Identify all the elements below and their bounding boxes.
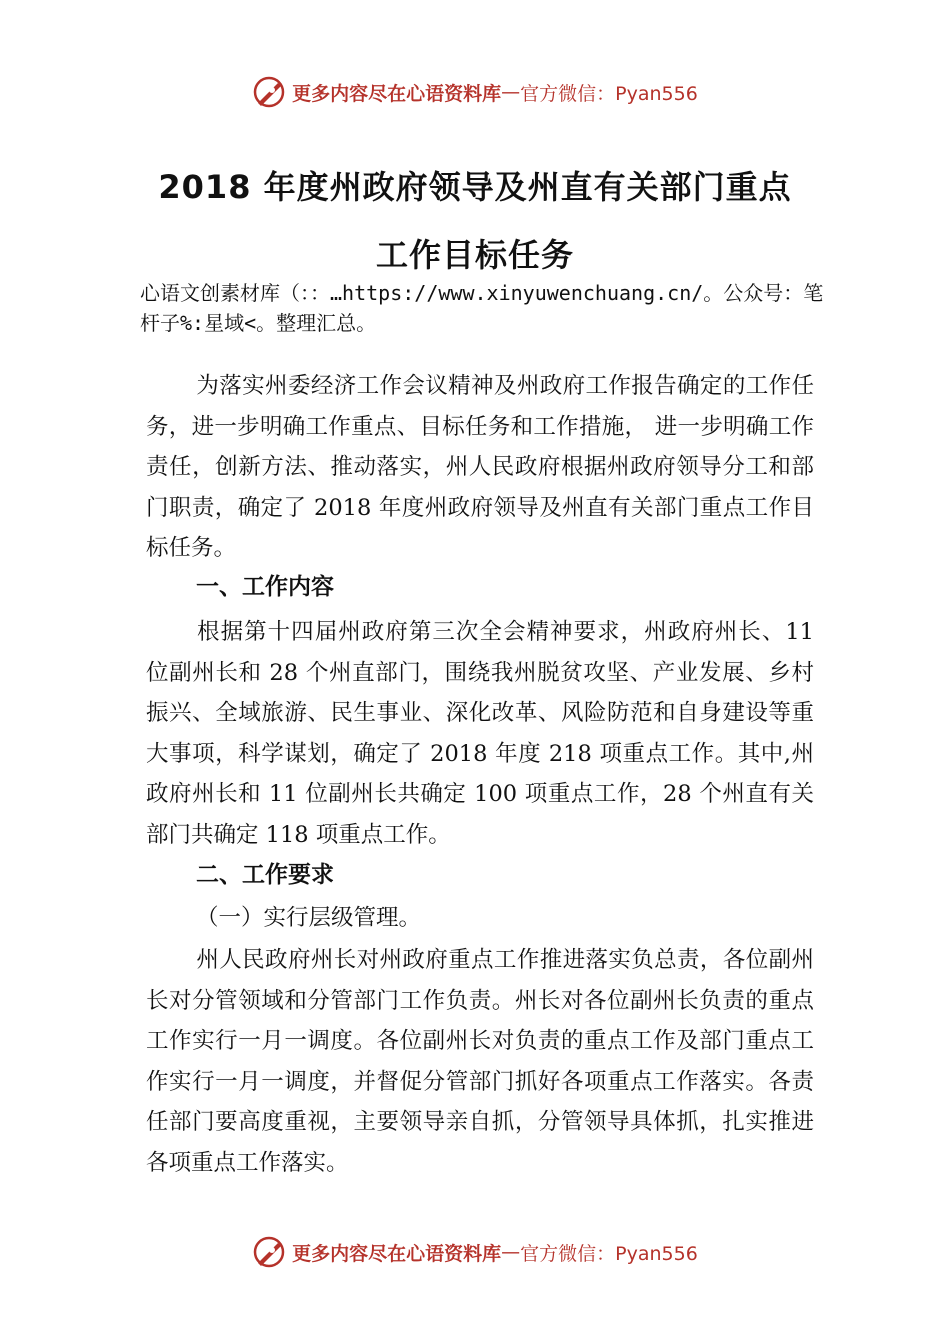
banner-separator: — xyxy=(501,81,521,103)
intro-paragraph xyxy=(146,366,814,569)
section1-text: 根据第十四届州政府第三次全会精神要求，州政府州长、11 位副州长和 28 个州直部门，围绕我州脱贫攻坚、产业发展、乡村振兴、全域旅游、民生事业、深化改革、风险防范和自身建设等重大事项，科学谋划，确定了 2018 年度 218 项重点工作。其中,州政府州长和 11 位副州长共确定 100 项重点工作，28 个州直有关部门共确定 118 项重点工作。 xyxy=(146,619,814,848)
banner-main-text: 更多内容尽在心语资料库 xyxy=(292,1242,502,1265)
section2-text: 州人民政府州长对州政府重点工作推进落实负总责，各位副州长对分管领域和分管部门工作负责。州长对各位副州长负责的重点工作实行一月一调度。各位副州长对负责的重点工作及部门重点工作实行一月一调度，并督促分管部门抓好各项重点工作落实。各责任部门要高度重视，主要领导亲自抓，分管领导具体抓，扎实推进各项重点工作落实。 xyxy=(146,947,814,1176)
pen-circle-logo xyxy=(252,1235,286,1269)
banner-separator: — xyxy=(501,1241,521,1263)
header-banner xyxy=(0,72,950,112)
doc-title-line1: 2018 年度州政府领导及州直有关部门重点 xyxy=(158,168,792,206)
section2-sub1: （一）实行层级管理。 xyxy=(196,905,422,931)
source-note: 心语文创素材库（：：…https://www.xinyuwenchuang.cn/。公众号：笔杆子%:星域<。整理汇总。 xyxy=(140,281,824,335)
banner-main-text: 更多内容尽在心语资料库 xyxy=(292,82,502,105)
section2-paragraph xyxy=(146,940,814,1183)
banner-wechat: 官方微信：Pyan556 xyxy=(520,82,698,105)
pen-circle-logo xyxy=(252,75,286,109)
section2-heading: 二、工作要求 xyxy=(196,862,334,888)
banner-wechat: 官方微信：Pyan556 xyxy=(520,1242,698,1265)
footer-banner xyxy=(0,1232,950,1272)
section1-paragraph xyxy=(146,612,814,855)
doc-title-line2: 工作目标任务 xyxy=(375,236,574,274)
section1-heading: 一、工作内容 xyxy=(196,574,334,600)
intro-text: 为落实州委经济工作会议精神及州政府工作报告确定的工作任务，进一步明确工作重点、目标任务和工作措施， 进一步明确工作责任，创新方法、推动落实，州人民政府根据州政府领导分工和部门职责，确定了 2018 年度州政府领导及州直有关部门重点工作目标任务。 xyxy=(146,373,814,561)
